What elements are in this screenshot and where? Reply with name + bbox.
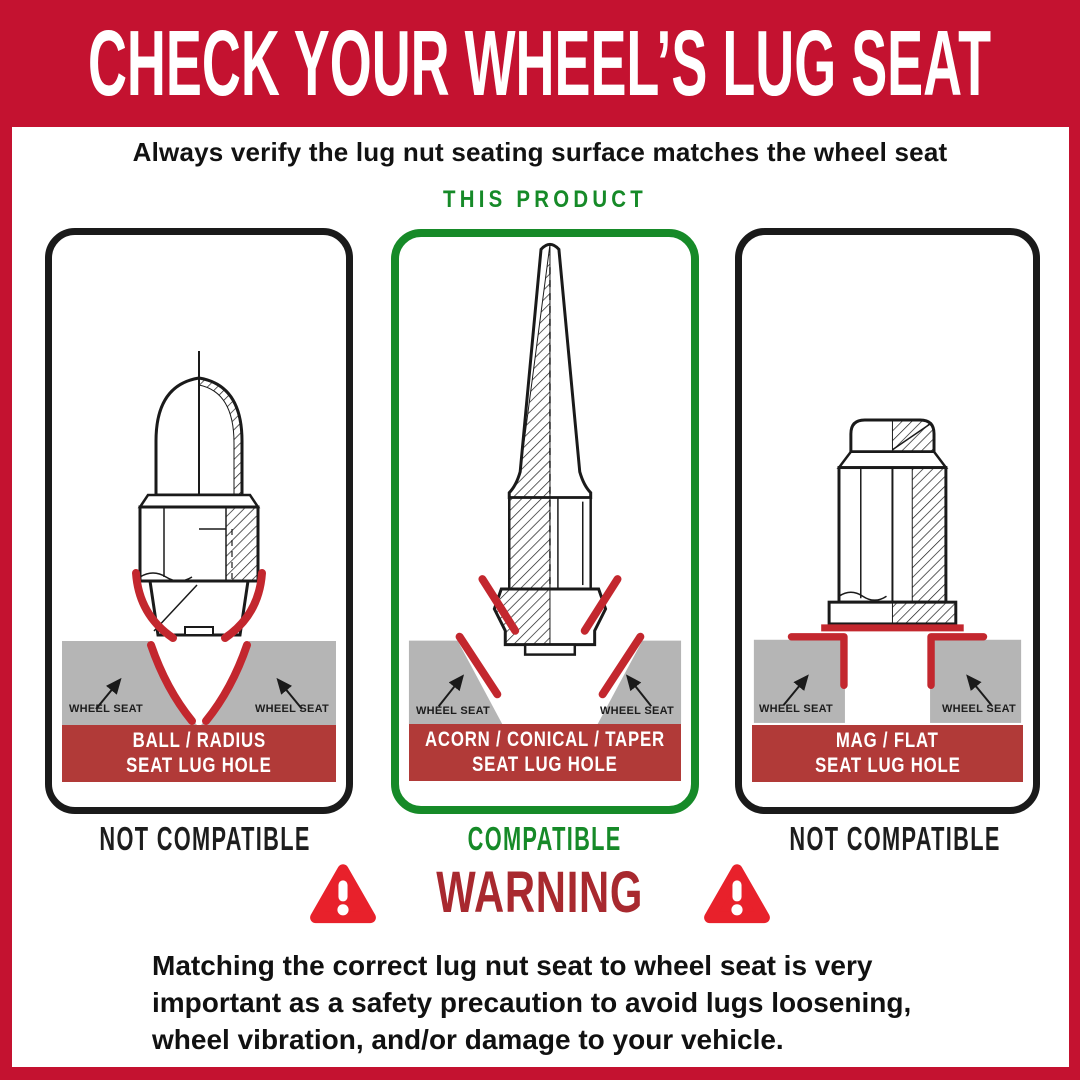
seat-type-band bbox=[409, 724, 681, 781]
verdict-label: NOT COMPATIBLE bbox=[99, 820, 311, 857]
seat-type-band bbox=[62, 725, 336, 782]
seat-type-band bbox=[752, 725, 1023, 782]
wheel-seat-label: WHEEL SEAT bbox=[599, 705, 675, 717]
warning-triangle-icon bbox=[702, 860, 772, 926]
safety-note bbox=[152, 947, 952, 1058]
warning-section bbox=[0, 860, 1080, 926]
panel-mag-flat bbox=[735, 228, 1040, 814]
seat-band-line2: SEAT LUG HOLE bbox=[472, 753, 618, 776]
safety-note-line: wheel vibration, and/or damage to your vehicle. bbox=[152, 1024, 784, 1055]
ball-seat-diagram bbox=[52, 235, 346, 807]
seat-band-line1: MAG / FLAT bbox=[836, 729, 939, 752]
page-title: CHECK YOUR WHEEL’S LUG SEAT bbox=[88, 11, 992, 115]
seat-band-line2: SEAT LUG HOLE bbox=[126, 754, 272, 777]
ball-lug-nut-illustration bbox=[140, 351, 258, 635]
frame-bottom bbox=[0, 1067, 1080, 1080]
seat-band-line1: ACORN / CONICAL / TAPER bbox=[425, 728, 665, 751]
wheel-seat-label: WHEEL SEAT bbox=[254, 703, 330, 715]
verdict-label: NOT COMPATIBLE bbox=[789, 820, 1001, 857]
spike-lug-nut-illustration bbox=[494, 244, 605, 654]
safety-note-line: Matching the correct lug nut seat to wheel seat is very bbox=[152, 950, 873, 981]
wheel-seat-label: WHEEL SEAT bbox=[758, 703, 834, 715]
seat-band-line1: BALL / RADIUS bbox=[132, 729, 266, 752]
mag-lug-nut-illustration bbox=[829, 420, 956, 624]
taper-seat-diagram bbox=[399, 237, 691, 806]
warning-label: WARNING bbox=[436, 860, 644, 925]
subtitle: Always verify the lug nut seating surface matches the wheel seat bbox=[132, 137, 948, 167]
wheel-seat-label: WHEEL SEAT bbox=[415, 705, 491, 717]
flat-seat-diagram bbox=[742, 235, 1033, 807]
verdict-label: COMPATIBLE bbox=[468, 820, 622, 857]
safety-note-line: important as a safety precaution to avoid lugs loosening, bbox=[152, 987, 912, 1018]
wheel-seat-label: WHEEL SEAT bbox=[941, 703, 1017, 715]
wheel-seat-label: WHEEL SEAT bbox=[68, 703, 144, 715]
header-banner bbox=[0, 0, 1080, 127]
seat-band-line2: SEAT LUG HOLE bbox=[814, 754, 961, 777]
panel-acorn-taper bbox=[391, 229, 699, 814]
panel-ball-radius bbox=[45, 228, 353, 814]
this-product-label: THIS PRODUCT bbox=[443, 186, 647, 213]
warning-triangle-icon bbox=[308, 860, 378, 926]
